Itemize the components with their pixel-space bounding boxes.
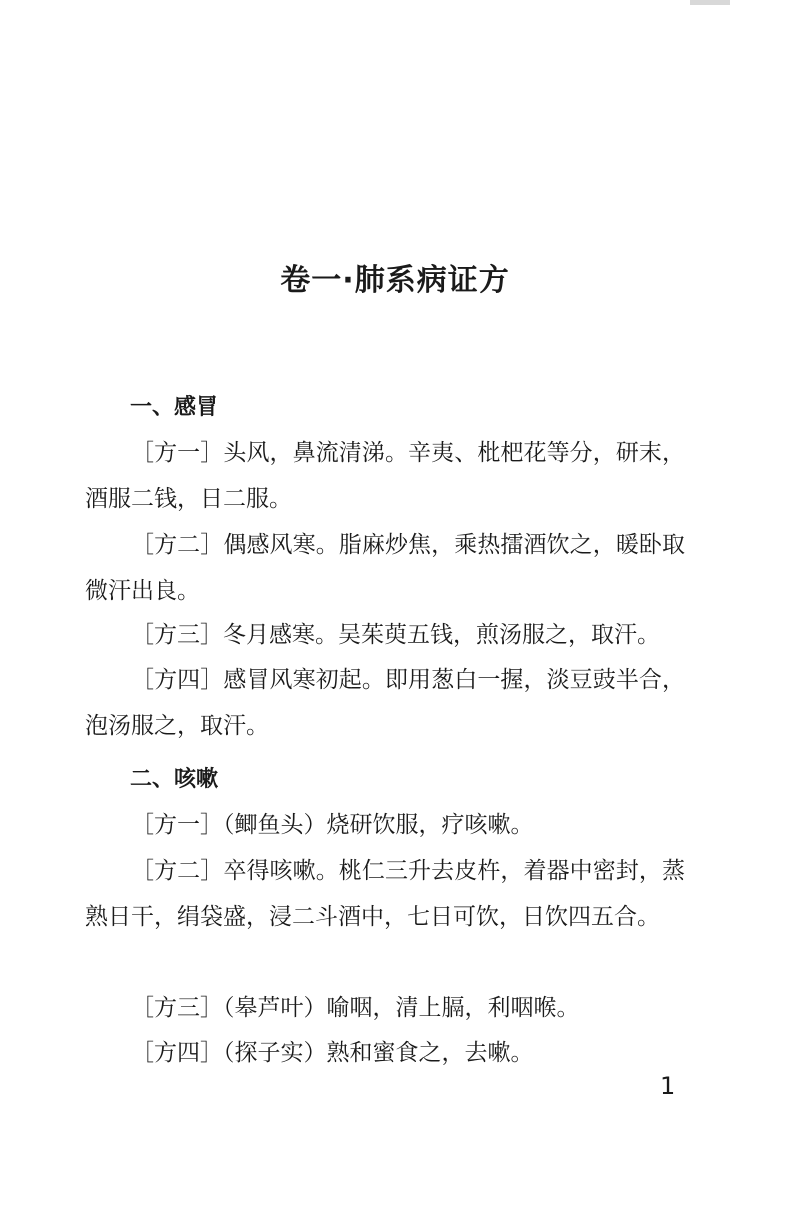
entry-tag: ［方三］ xyxy=(131,622,223,648)
entry-cough-4 xyxy=(85,1030,685,1076)
entry-text: （鲫鱼头）烧研饮服，疗咳嗽。 xyxy=(223,812,534,838)
chapter-title: 卷一·肺系病证方 xyxy=(280,263,510,298)
entry-cough-3 xyxy=(85,985,685,1031)
entry-tag: ［方四］ xyxy=(131,667,224,693)
entry-cold-1 xyxy=(85,430,685,522)
entry-text: 冬月感寒。吴茱萸五钱，煎汤服之，取汗。 xyxy=(223,622,660,648)
entry-tag: ［方一］ xyxy=(131,440,224,466)
section-heading-cough: 二、咳嗽 xyxy=(130,767,219,792)
entry-tag: ［方一］ xyxy=(131,812,223,838)
entry-text: 头风，鼻流清涕。辛夷、枇杷花等分，研末，酒服二钱，日二服。 xyxy=(85,440,686,512)
entry-tag: ［方三］ xyxy=(131,995,223,1021)
entry-text: （探子实）熟和蜜食之，去嗽。 xyxy=(223,1040,534,1066)
entry-text: 卒得咳嗽。桃仁三升去皮杵，着器中密封，蒸熟日干，绢袋盛，浸二斗酒中，七日可饮，日饮四五合。 xyxy=(85,858,686,930)
entry-tag: ［方二］ xyxy=(131,532,224,558)
section-heading-cold: 一、感冒 xyxy=(130,395,219,420)
page-number: 1 xyxy=(660,1072,676,1100)
entry-cold-3 xyxy=(85,612,685,658)
entry-cough-2 xyxy=(85,848,685,940)
entry-text: 偶感风寒。脂麻炒焦，乘热擂酒饮之，暖卧取微汗出良。 xyxy=(85,532,686,604)
entry-tag: ［方四］ xyxy=(131,1040,223,1066)
entry-cold-2 xyxy=(85,522,685,614)
scan-artifact xyxy=(690,0,730,5)
entry-text: 感冒风寒初起。即用葱白一握，淡豆豉半合，泡汤服之，取汗。 xyxy=(85,667,686,739)
entry-text: （皋芦叶）喻咽，清上膈，利咽喉。 xyxy=(223,995,580,1021)
entry-tag: ［方二］ xyxy=(131,858,224,884)
entry-cold-4 xyxy=(85,657,685,749)
entry-cough-1 xyxy=(85,802,685,848)
